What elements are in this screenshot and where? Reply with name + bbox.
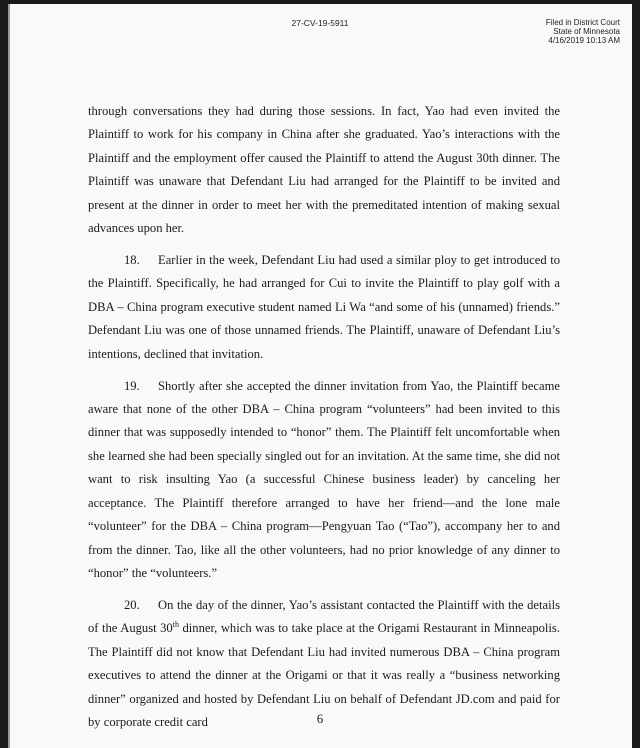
paragraph-number: 18. xyxy=(124,253,140,268)
document-body xyxy=(88,100,560,743)
paragraph-text: Earlier in the week, Defendant Liu had used a similar ploy to get introduced to the Plaintiff. Specifically, he had arranged for Cui to invite the Plaintiff to play golf with a DBA – China program executive student named Li Wa “and some of his (unnamed) friends.” Defendant Liu was one of those unnamed friends. The Plaintiff, unaware of Defendant Liu’s intentions, declined that invitation. xyxy=(88,253,560,361)
paragraph-text: Shortly after she accepted the dinner invitation from Yao, the Plaintiff became aware that none of the other DBA – China program “volunteers” had been invited to this dinner that was supposedly intended to “honor” them. The Plaintiff felt uncomfortable when she learned she had been specially singled out for an invitation. At the same time, she did not want to risk insulting Yao (a successful Chinese business leader) by canceling her acceptance. The Plaintiff therefore arranged to have her friend—and the lone male “volunteer” for the DBA – China program—Pengyuan Tao (“Tao”), accompany her to and from the dinner. Tao, like all the other volunteers, had no prior knowledge of any dinner to “honor” the “volunteers.” xyxy=(88,378,560,580)
paragraph-text-start: On the day of the dinner, Yao’s assistant contacted the Plaintiff with the details of the August 30 xyxy=(88,597,560,636)
paragraph-number: 20. xyxy=(124,597,140,612)
ordinal-suffix: th xyxy=(172,620,179,630)
paragraph-text: through conversations they had during those sessions. In fact, Yao had even invited the Plaintiff to work for his company in China after she graduated. Yao’s interactions with the Plaintiff and the employment offer caused the Plaintiff to attend the August 30th dinner. The Plaintiff was unaware that Defendant Liu had arranged for the Plaintiff to be invited and present at the dinner in order to meet her with the premeditated intention of making sexual advances upon her. xyxy=(88,104,560,236)
case-number: 27-CV-19-5911 xyxy=(291,18,349,28)
paragraph-text-end: dinner, which was to take place at the Origami Restaurant in Minneapolis. The Plaintiff did not know that Defendant Liu had invited numerous DBA – China program executives to attend the dinner at the Origami or that it was really a “business networking dinner” organized and hosted by Defendant Liu on behalf of Defendant JD.com and paid for by corporate credit card xyxy=(88,621,560,729)
stamp-line-state: State of Minnesota xyxy=(553,27,620,36)
page-edge-shadow xyxy=(8,4,10,748)
document-page xyxy=(8,4,632,748)
paragraph-19 xyxy=(88,375,560,586)
filing-stamp xyxy=(546,18,620,45)
paragraph-18 xyxy=(88,249,560,366)
paragraph-continued xyxy=(88,100,560,240)
page-number: 6 xyxy=(316,711,324,726)
stamp-line-court: Filed in District Court xyxy=(545,18,620,27)
paragraph-number: 19. xyxy=(124,378,140,393)
stamp-line-datetime: 4/16/2019 10:13 AM xyxy=(548,36,620,45)
